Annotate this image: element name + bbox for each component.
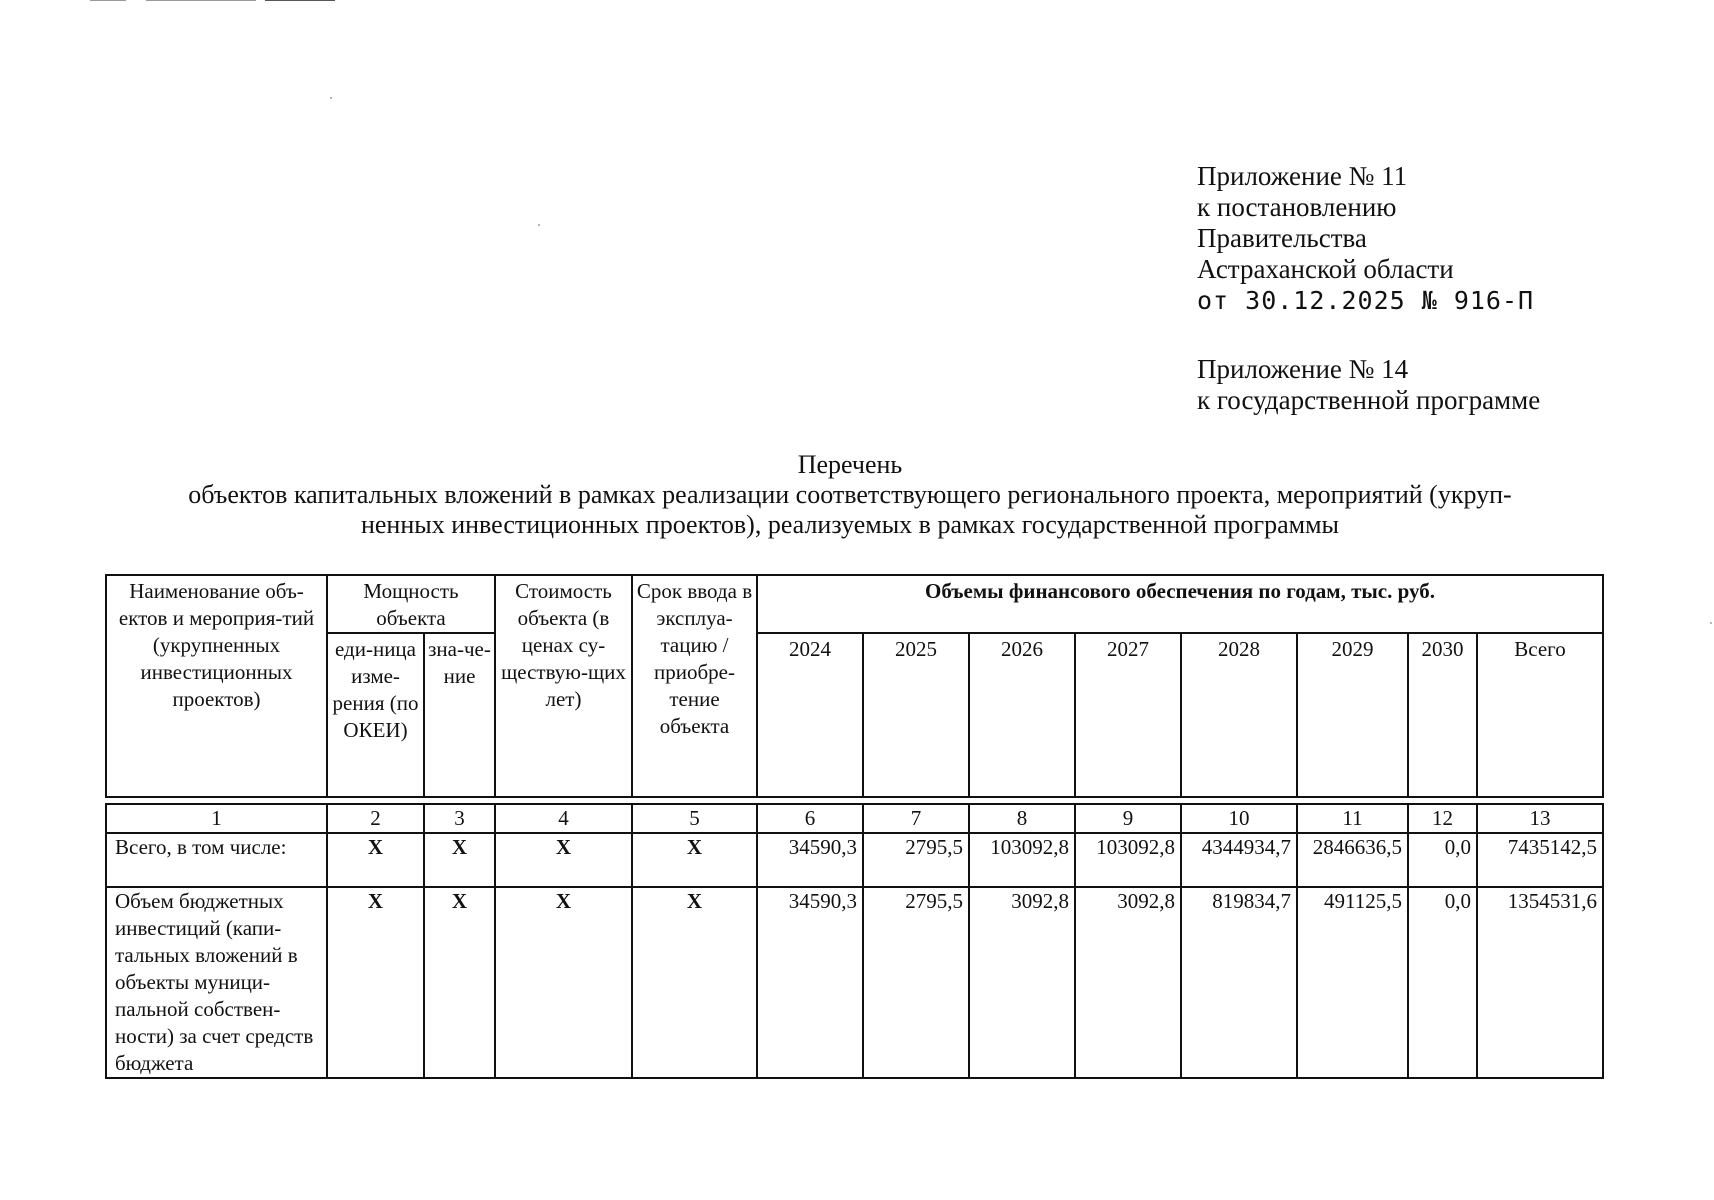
appendix-line: Астраханской области <box>1197 254 1454 284</box>
cell-cost: Х <box>495 833 632 887</box>
cell-amount: 3092,8 <box>1075 887 1181 1078</box>
column-number: 6 <box>757 804 863 833</box>
header-year: 2028 <box>1181 633 1297 797</box>
cell-total: 7435142,5 <box>1477 833 1603 887</box>
appendix-line: Правительства <box>1197 223 1367 253</box>
cell-amount: 2795,5 <box>863 833 969 887</box>
appendix-number: Приложение № 14 <box>1197 354 1409 384</box>
cell-amount: 103092,8 <box>969 833 1075 887</box>
column-number: 11 <box>1297 804 1408 833</box>
header-financing: Объемы финансового обеспечения по годам, тыс. руб. <box>757 575 1603 633</box>
header-cost: Стоимость объекта (в ценах су-ществую-щих лет) <box>495 575 632 797</box>
scan-artifact-dot <box>538 224 540 226</box>
cell-amount: 819834,7 <box>1181 887 1297 1078</box>
cell-amount: 3092,8 <box>969 887 1075 1078</box>
cell-amount: 4344934,7 <box>1181 833 1297 887</box>
row-name: Всего, в том числе: <box>106 833 327 887</box>
document-title <box>100 450 1600 540</box>
scan-artifact-line <box>90 0 126 1</box>
column-number: 2 <box>327 804 424 833</box>
title-line: объектов капитальных вложений в рамках реализации соответствующего регионального проекта, мероприятий (укруп- <box>188 480 1512 509</box>
column-number-row <box>106 804 1603 833</box>
cell-cost: Х <box>495 887 632 1078</box>
cell-value: Х <box>424 833 495 887</box>
header-name: Наименование объ-ектов и мероприя-тий (укрупненных инвестиционных проектов) <box>106 575 327 797</box>
header-year: 2025 <box>863 633 969 797</box>
cell-amount: 34590,3 <box>757 887 863 1078</box>
title-heading: Перечень <box>797 450 903 479</box>
scan-artifact-line <box>146 0 256 1</box>
table-row <box>106 887 1603 1078</box>
cell-unit: Х <box>327 833 424 887</box>
appendix-program-block <box>1197 354 1540 416</box>
cell-amount: 34590,3 <box>757 833 863 887</box>
column-number: 7 <box>863 804 969 833</box>
column-number: 12 <box>1408 804 1477 833</box>
header-value: зна-че-ние <box>424 633 495 797</box>
title-line: ненных инвестиционных проектов), реализуемых в рамках государственной программы <box>360 510 1340 539</box>
cell-unit: Х <box>327 887 424 1078</box>
column-number: 3 <box>424 804 495 833</box>
header-year: 2027 <box>1075 633 1181 797</box>
cell-value: Х <box>424 887 495 1078</box>
header-year: 2024 <box>757 633 863 797</box>
cell-amount: 0,0 <box>1408 887 1477 1078</box>
column-number: 9 <box>1075 804 1181 833</box>
cell-term: Х <box>632 887 757 1078</box>
appendix-line: к постановлению <box>1197 192 1397 222</box>
header-year: 2026 <box>969 633 1075 797</box>
table-header <box>105 574 1604 798</box>
column-number: 4 <box>495 804 632 833</box>
appendix-date-number: от 30.12.2025 № 916-П <box>1197 286 1535 315</box>
scan-artifact-dot <box>1710 622 1712 624</box>
scan-artifact-dot <box>330 97 332 99</box>
header-term: Срок ввода в эксплуа-тацию / приобре-тение объекта <box>632 575 757 797</box>
appendix-number: Приложение № 11 <box>1197 161 1408 191</box>
header-year: 2029 <box>1297 633 1408 797</box>
column-number: 1 <box>106 804 327 833</box>
header-year: 2030 <box>1408 633 1477 797</box>
cell-amount: 2846636,5 <box>1297 833 1408 887</box>
cell-amount: 491125,5 <box>1297 887 1408 1078</box>
header-total: Всего <box>1477 633 1603 797</box>
appendix-resolution-block <box>1197 161 1534 316</box>
header-capacity: Мощность объекта <box>327 575 495 633</box>
column-number: 8 <box>969 804 1075 833</box>
cell-amount: 0,0 <box>1408 833 1477 887</box>
column-number: 13 <box>1477 804 1603 833</box>
cell-term: Х <box>632 833 757 887</box>
row-name: Объем бюджетных инвестиций (капи-тальных вложений в объекты муници-пальной собствен-ности) за счет средств бюджета <box>106 887 327 1078</box>
cell-total: 1354531,6 <box>1477 887 1603 1078</box>
table-row <box>106 833 1603 887</box>
scan-artifact-line <box>265 0 335 1</box>
header-unit: еди-ница изме-рения (по ОКЕИ) <box>327 633 424 797</box>
column-number: 10 <box>1181 804 1297 833</box>
table-body <box>105 803 1604 1079</box>
cell-amount: 103092,8 <box>1075 833 1181 887</box>
column-number: 5 <box>632 804 757 833</box>
appendix-line: к государственной программе <box>1197 385 1541 415</box>
cell-amount: 2795,5 <box>863 887 969 1078</box>
